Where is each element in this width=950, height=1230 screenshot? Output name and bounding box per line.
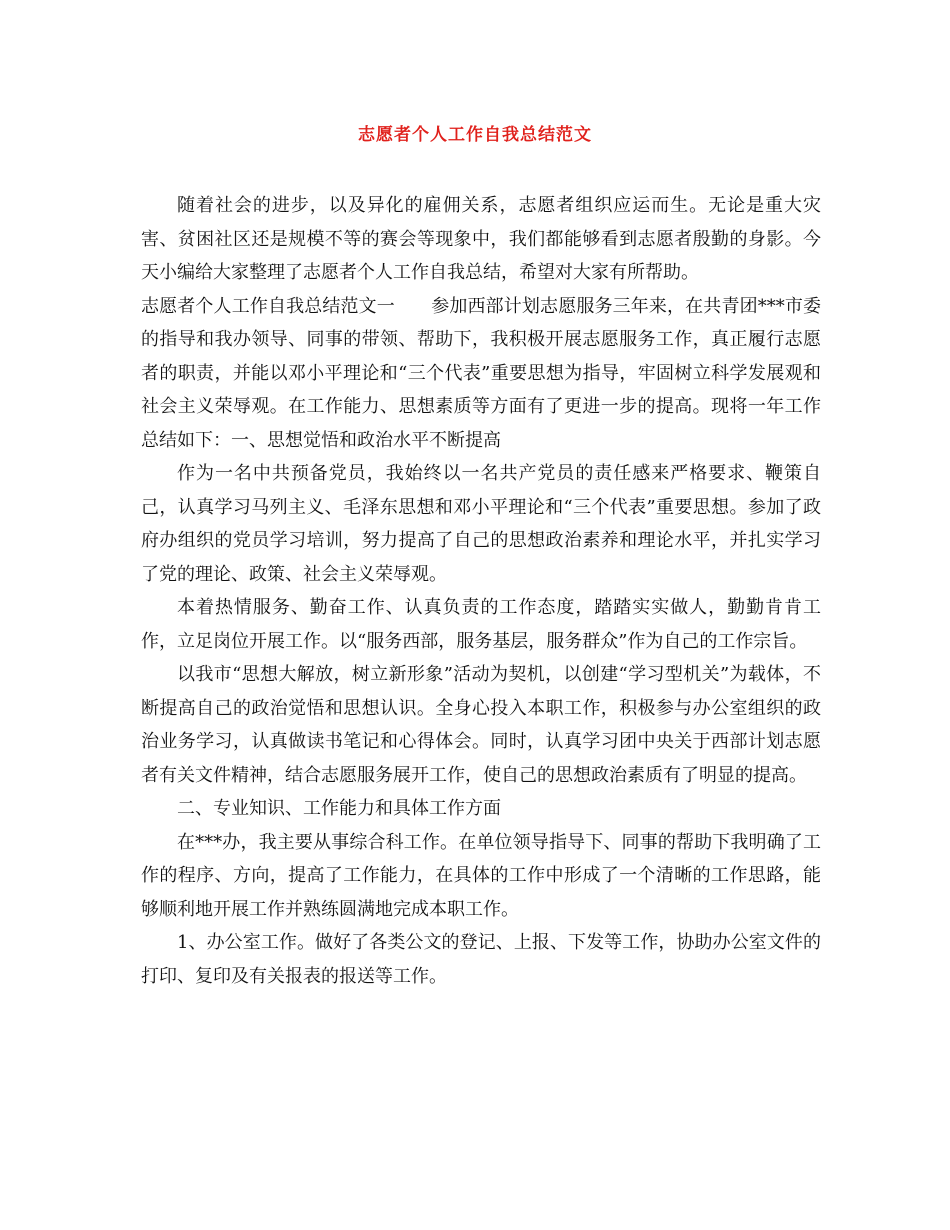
paragraph-party-study: 作为一名中共预备党员，我始终以一名共产党员的责任感来严格要求、鞭策自己，认真学习马列主义、毛泽东思想和邓小平理论和“三个代表”重要思想。参加了政府办组织的党员学习培训，努力提高了自己的思想政治素养和理论水平，并扎实学习了党的理论、政策、社会主义荣辱观。	[141, 463, 821, 585]
document-body	[141, 189, 821, 993]
paragraph-learning-activity: 以我市“思想大解放，树立新形象”活动为契机，以创建“学习型机关”为载体，不断提高自己的政治觉悟和思想认识。全身心投入本职工作，积极参与办公室组织的政治业务学习，认真做读书笔记和心得体会。同时，认真学习团中央关于西部计划志愿者有关文件精神，结合志愿服务展开工作，使自己的思想政治素质有了明显的提高。	[141, 664, 821, 786]
paragraph-section-one-heading: 志愿者个人工作自我总结范文一 参加西部计划志愿服务三年来，在共青团***市委的指导和我办领导、同事的带领、帮助下，我积极开展志愿服务工作，真正履行志愿者的职责，并能以邓小平理论和“三个代表”重要思想为指导，牢固树立科学发展观和社会主义荣辱观。在工作能力、思想素质等方面有了更进一步的提高。现将一年工作总结如下：一、思想觉悟和政治水平不断提高	[141, 295, 821, 451]
paragraph-office-duties: 1、办公室工作。做好了各类公文的登记、上报、下发等工作，协助办公室文件的打印、复印及有关报表的报送等工作。	[141, 932, 821, 987]
paragraph-section-two-heading: 二、专业知识、工作能力和具体工作方面	[177, 798, 501, 819]
paragraph-office-work: 在***办，我主要从事综合科工作。在单位领导指导下、同事的帮助下我明确了工作的程序、方向，提高了工作能力，在具体的工作中形成了一个清晰的工作思路，能够顺利地开展工作并熟练圆满地完成本职工作。	[141, 831, 821, 920]
paragraph-service-attitude: 本着热情服务、勤奋工作、认真负责的工作态度，踏踏实实做人，勤勤肯肯工作，立足岗位开展工作。以“服务西部，服务基层，服务群众”作为自己的工作宗旨。	[141, 597, 821, 652]
paragraph-intro: 随着社会的进步，以及异化的雇佣关系，志愿者组织应运而生。无论是重大灾害、贫困社区还是规模不等的赛会等现象中，我们都能够看到志愿者殷勤的身影。今天小编给大家整理了志愿者个人工作自我总结，希望对大家有所帮助。	[141, 195, 821, 283]
document-title: 志愿者个人工作自我总结范文	[358, 125, 592, 145]
